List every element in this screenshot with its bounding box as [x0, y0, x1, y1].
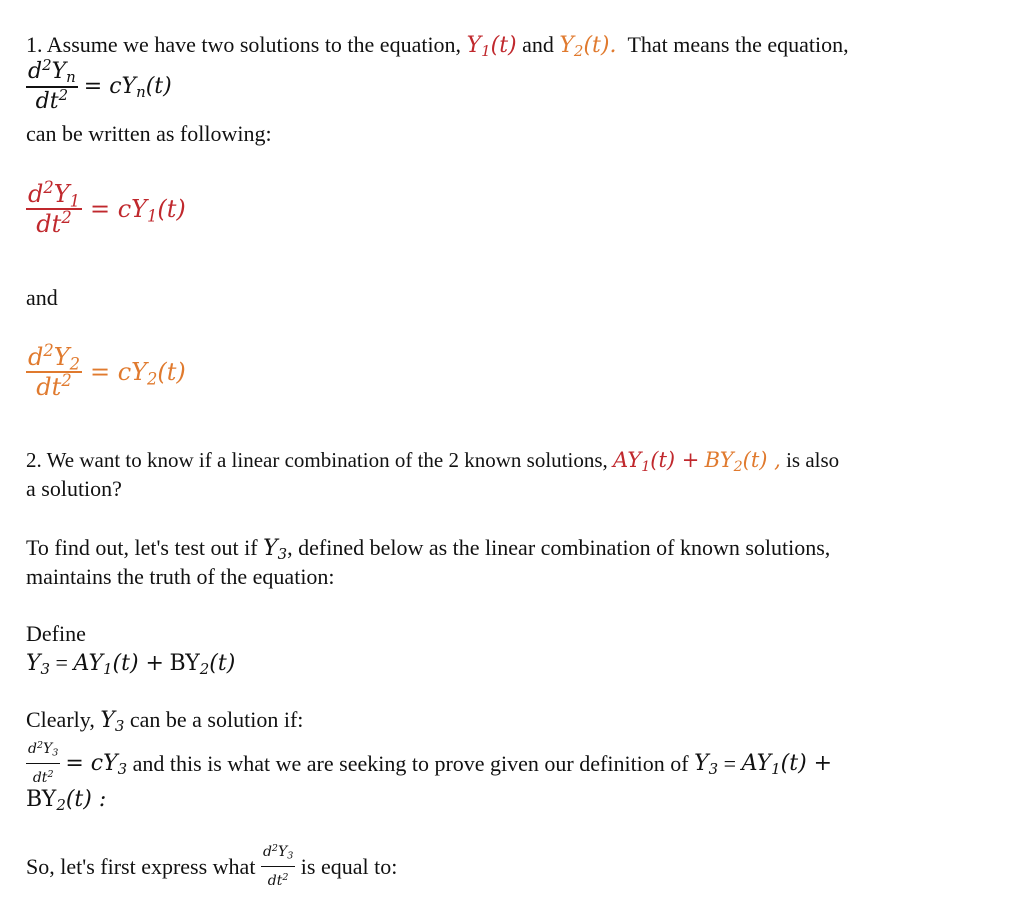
clearly-condition: $\frac{d^2Y_3}{dt^2}$ = $cY_3$ and this is what we are seeking to prove given our definition of $Y_3$ = $AY_1(t)$ +: [26, 735, 832, 792]
section2-line1: 2. We want to know if a linear combination of the 2 known solutions, $AY_1(t) + BY_2(t)$ , is also: [26, 448, 840, 475]
y1-inline: $Y_1(t)$: [466, 33, 517, 61]
section1-intro-line: 1. Assume we have two solutions to the equation, $Y_1(t)$ and $Y_2(t)$. That means the equation,: [26, 32, 849, 61]
y2-inline: $Y_2(t)$.: [559, 33, 617, 61]
general-fraction: $\frac{d^2Y_n}{dt^2}$: [28, 55, 76, 114]
test-line1: To find out, let's test out if $Y_3$, defined below as the linear combination of known solutions,: [26, 535, 831, 564]
final-fraction: $\frac{d^2Y_3}{dt^2}$: [262, 842, 294, 889]
clearly-line: Clearly, $Y_3$ can be a solution if:: [26, 707, 304, 736]
define-equation: $Y_3 = AY_1(t) + BY_2(t)$: [26, 650, 236, 679]
and-label: and: [26, 285, 58, 310]
define-label: Define: [26, 621, 86, 646]
test-line2: maintains the truth of the equation:: [26, 564, 335, 589]
equation-y1: $\frac{d^2Y_1}{dt^2}$ = $cY_1(t)$: [28, 178, 186, 238]
general-equation: $\frac{d^2Y_n}{dt^2}$ = $cY_n(t)$: [28, 55, 172, 114]
clearly-fraction: $\frac{d^2Y_3}{dt^2}$: [28, 739, 59, 786]
equation-y2: $\frac{d^2Y_2}{dt^2}$ = $cY_2(t)$: [28, 341, 186, 401]
clearly-continuation: $BY_2(t)$ :: [26, 787, 107, 815]
section2-line2: a solution?: [26, 476, 122, 501]
final-line: So, let's first express what $\frac{d^2Y_3}{dt^2}$ is equal to:: [26, 838, 397, 895]
written-line: can be written as following:: [26, 121, 272, 146]
